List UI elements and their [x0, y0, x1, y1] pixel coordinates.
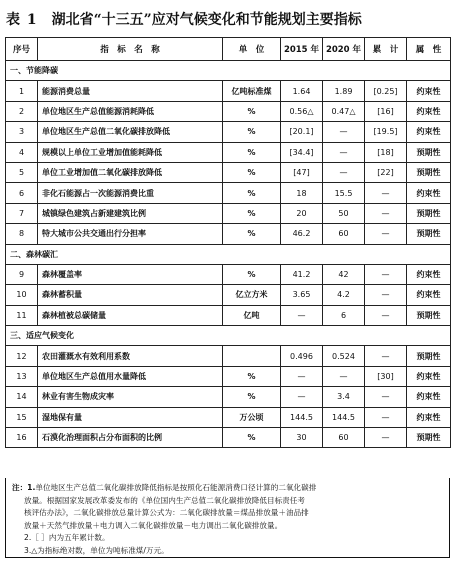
table-row [6, 142, 451, 162]
table-title-text: 湖北省“十三五”应对气候变化和节能规划主要指标 [51, 12, 362, 28]
cell-2020: — [323, 162, 365, 182]
cell-indicator-name: 单位地区生产总值能源消耗降低 [38, 101, 223, 121]
table-number: 表 1 [6, 12, 38, 28]
category-label: 一、节能降碳 [6, 61, 451, 81]
cell-number: 6 [6, 183, 38, 203]
col-header-attribute: 属 性 [407, 38, 451, 61]
table-row [6, 183, 451, 203]
cell-2015: [47] [281, 162, 323, 182]
cell-cumulative: [19.5] [365, 122, 407, 142]
cell-2015: — [281, 305, 323, 325]
table-row [6, 366, 451, 386]
table-notes [5, 478, 450, 558]
cell-2015: 46.2 [281, 224, 323, 244]
table-row [6, 387, 451, 407]
cell-indicator-name: 森林植被总碳储量 [38, 305, 223, 325]
cell-cumulative: — [365, 224, 407, 244]
cell-number: 8 [6, 224, 38, 244]
cell-unit: % [223, 183, 281, 203]
cell-number: 7 [6, 203, 38, 223]
cell-cumulative: — [365, 203, 407, 223]
note-1-line-1: 单位地区生产总值二氧化碳排放降低指标是按照化石能源消费口径计算的二氧化碳排 [35, 483, 317, 492]
cell-indicator-name: 非化石能源占一次能源消费比重 [38, 183, 223, 203]
cell-2015: 0.56△ [281, 101, 323, 121]
category-row-energy [6, 61, 451, 81]
cell-number: 15 [6, 407, 38, 427]
cell-2020: 4.2 [323, 285, 365, 305]
note-1-line-3: 核评估办法》，二氧化碳排放总量计算公式为：二氧化碳排放量＝煤品排放量＋油品排 [24, 508, 309, 517]
table-row [6, 407, 451, 427]
col-header-name: 指 标 名 称 [38, 38, 223, 61]
cell-cumulative: — [365, 183, 407, 203]
cell-2020: 0.47△ [323, 101, 365, 121]
cell-2020: 15.5 [323, 183, 365, 203]
cell-2015: [34.4] [281, 142, 323, 162]
table-row [6, 162, 451, 182]
note-2: 2.［ ］内为五年累计数。 [24, 533, 110, 542]
cell-attribute: 约束性 [407, 366, 451, 386]
cell-attribute: 预期性 [407, 305, 451, 325]
cell-unit: 亿吨标准煤 [223, 81, 281, 101]
cell-unit: % [223, 224, 281, 244]
cell-unit: % [223, 101, 281, 121]
table-row [6, 203, 451, 223]
cell-indicator-name: 单位工业增加值二氧化碳排放降低 [38, 162, 223, 182]
cell-cumulative: — [365, 407, 407, 427]
cell-2015: — [281, 387, 323, 407]
cell-attribute: 约束性 [407, 285, 451, 305]
cell-cumulative: [0.25] [365, 81, 407, 101]
cell-unit: % [223, 264, 281, 284]
cell-attribute: 预期性 [407, 428, 451, 448]
cell-attribute: 预期性 [407, 162, 451, 182]
col-header-cumulative: 累 计 [365, 38, 407, 61]
cell-2020: — [323, 122, 365, 142]
category-label: 二、森林碳汇 [6, 244, 451, 264]
cell-number: 16 [6, 428, 38, 448]
cell-2015: — [281, 366, 323, 386]
cell-indicator-name: 城镇绿色建筑占新建建筑比例 [38, 203, 223, 223]
note-1-line-2: 放量。根据国家发展改革委发布的《单位国内生产总值二氧化碳排放降低目标责任考 [24, 495, 305, 505]
cell-number: 2 [6, 101, 38, 121]
cell-unit [223, 346, 281, 366]
cell-number: 14 [6, 387, 38, 407]
cell-unit: 亿吨 [223, 305, 281, 325]
cell-2020: 50 [323, 203, 365, 223]
cell-attribute: 预期性 [407, 203, 451, 223]
table-row [6, 264, 451, 284]
col-header-2020: 2020 年 [323, 38, 365, 61]
cell-2020: 3.4 [323, 387, 365, 407]
cell-unit: % [223, 428, 281, 448]
cell-number: 5 [6, 162, 38, 182]
cell-cumulative: [18] [365, 142, 407, 162]
cell-number: 3 [6, 122, 38, 142]
cell-attribute: 约束性 [407, 407, 451, 427]
cell-unit: % [223, 387, 281, 407]
cell-2020: — [323, 142, 365, 162]
table-row [6, 346, 451, 366]
cell-unit: % [223, 142, 281, 162]
table-row [6, 285, 451, 305]
cell-cumulative: — [365, 305, 407, 325]
cell-number: 13 [6, 366, 38, 386]
cell-2015: 18 [281, 183, 323, 203]
cell-attribute: 约束性 [407, 387, 451, 407]
table-row [6, 81, 451, 101]
cell-2015: 0.496 [281, 346, 323, 366]
cell-attribute: 预期性 [407, 142, 451, 162]
cell-attribute: 预期性 [407, 346, 451, 366]
cell-number: 11 [6, 305, 38, 325]
cell-2020: — [323, 366, 365, 386]
cell-2015: 30 [281, 428, 323, 448]
indicator-table [5, 37, 451, 448]
cell-number: 9 [6, 264, 38, 284]
cell-number: 4 [6, 142, 38, 162]
cell-2020: 144.5 [323, 407, 365, 427]
cell-attribute: 约束性 [407, 101, 451, 121]
cell-indicator-name: 单位地区生产总值用水量降低 [38, 366, 223, 386]
cell-indicator-name: 单位地区生产总值二氧化碳排放降低 [38, 122, 223, 142]
cell-2015: 144.5 [281, 407, 323, 427]
cell-indicator-name: 森林蓄积量 [38, 285, 223, 305]
cell-unit: % [223, 366, 281, 386]
cell-number: 10 [6, 285, 38, 305]
table-row [6, 101, 451, 121]
cell-attribute: 约束性 [407, 122, 451, 142]
table-row [6, 122, 451, 142]
table-row [6, 224, 451, 244]
cell-2015: 41.2 [281, 264, 323, 284]
cell-2020: 60 [323, 428, 365, 448]
cell-2015: 1.64 [281, 81, 323, 101]
note-lead: 注：1. [12, 483, 36, 492]
cell-indicator-name: 特大城市公共交通出行分担率 [38, 224, 223, 244]
cell-cumulative: — [365, 285, 407, 305]
col-header-unit: 单 位 [223, 38, 281, 61]
header-row [6, 38, 451, 61]
cell-cumulative: [16] [365, 101, 407, 121]
cell-indicator-name: 农田灌溉水有效利用系数 [38, 346, 223, 366]
cell-2015: [20.1] [281, 122, 323, 142]
cell-2015: 20 [281, 203, 323, 223]
cell-indicator-name: 规模以上单位工业增加值能耗降低 [38, 142, 223, 162]
cell-attribute: 约束性 [407, 81, 451, 101]
category-label: 三、适应气候变化 [6, 326, 451, 346]
cell-indicator-name: 石漠化治理面积占分布面积的比例 [38, 428, 223, 448]
cell-indicator-name: 森林覆盖率 [38, 264, 223, 284]
note-1-line-4: 放量＋天然气排放量＋电力调入二氧化碳排放量－电力调出二氧化碳排放量。 [24, 520, 283, 530]
cell-2020: 0.524 [323, 346, 365, 366]
col-header-no: 序号 [6, 38, 38, 61]
table-title [6, 8, 449, 30]
cell-2020: 60 [323, 224, 365, 244]
cell-cumulative: [22] [365, 162, 407, 182]
col-header-2015: 2015 年 [281, 38, 323, 61]
cell-number: 12 [6, 346, 38, 366]
cell-2015: 3.65 [281, 285, 323, 305]
cell-2020: 6 [323, 305, 365, 325]
cell-unit: % [223, 203, 281, 223]
cell-2020: 1.89 [323, 81, 365, 101]
cell-number: 1 [6, 81, 38, 101]
cell-indicator-name: 林业有害生物成灾率 [38, 387, 223, 407]
table-row [6, 305, 451, 325]
cell-attribute: 约束性 [407, 183, 451, 203]
category-row-adaptation [6, 326, 451, 346]
cell-indicator-name: 湿地保有量 [38, 407, 223, 427]
note-3: 3.△为指标绝对数，单位为吨标准煤/万元。 [24, 545, 169, 555]
cell-cumulative: [30] [365, 366, 407, 386]
category-row-forest [6, 244, 451, 264]
cell-unit: % [223, 162, 281, 182]
cell-unit: 亿立方米 [223, 285, 281, 305]
table-row [6, 428, 451, 448]
cell-cumulative: — [365, 264, 407, 284]
cell-unit: 万公顷 [223, 407, 281, 427]
cell-2020: 42 [323, 264, 365, 284]
cell-cumulative: — [365, 387, 407, 407]
cell-cumulative: — [365, 428, 407, 448]
cell-unit: % [223, 122, 281, 142]
cell-cumulative: — [365, 346, 407, 366]
cell-attribute: 约束性 [407, 264, 451, 284]
cell-attribute: 预期性 [407, 224, 451, 244]
cell-indicator-name: 能源消费总量 [38, 81, 223, 101]
